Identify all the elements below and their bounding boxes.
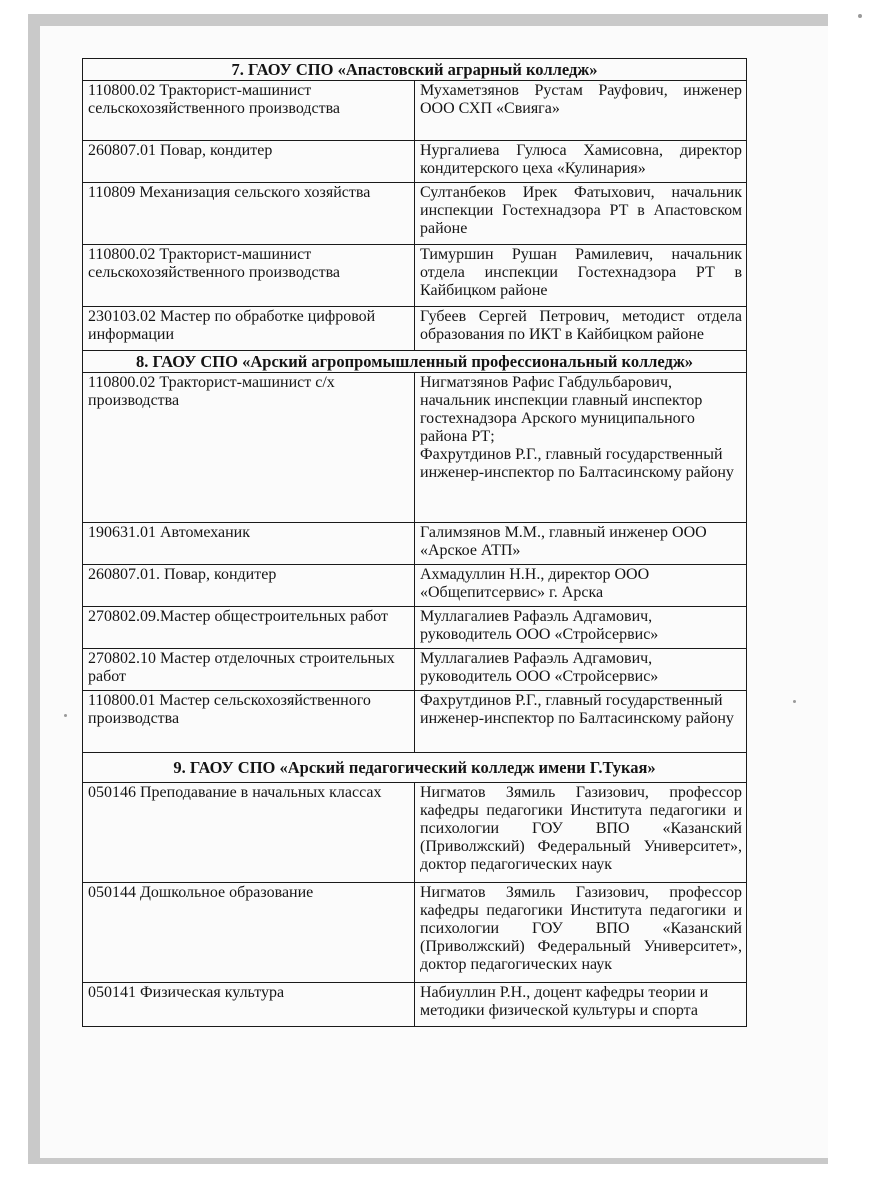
- chairperson-cell: Нигматов Зямиль Газизович, профессор кафедры педагогики Института педагогики и психологии ГОУ ВПО «Казанский (Приволжский) Федеральный Университет», доктор педагогических наук: [415, 883, 747, 983]
- commission-table: [82, 58, 747, 1027]
- chairperson-cell: Галимзянов М.М., главный инженер ООО «Арское АТП»: [415, 523, 747, 565]
- section-header-row: [83, 59, 747, 81]
- specialty-cell: 050144 Дошкольное образование: [83, 883, 415, 983]
- specialty-cell: 190631.01 Автомеханик: [83, 523, 415, 565]
- table-row: [83, 373, 747, 523]
- section-title: 9. ГАОУ СПО «Арский педагогический колледж имени Г.Тукая»: [83, 753, 747, 783]
- table-row: [83, 607, 747, 649]
- section-title: 8. ГАОУ СПО «Арский агропромышленный профессиональный колледж»: [83, 351, 747, 373]
- specialty-cell: 260807.01. Повар, кондитер: [83, 565, 415, 607]
- scan-speck: [64, 714, 67, 717]
- chairperson-cell: Мухаметзянов Рустам Рауфович, инженер ООО СХП «Свияга»: [415, 81, 747, 141]
- specialty-cell: 260807.01 Повар, кондитер: [83, 141, 415, 183]
- table-row: [83, 141, 747, 183]
- table-row: [83, 883, 747, 983]
- chairperson-primary: Нигматзянов Рафис Габдульбарович, начальник инспекции главный инспектор гостехнадзора Арского муниципального района РТ;: [420, 374, 703, 445]
- chairperson-cell: Фахрутдинов Р.Г., главный государственный инженер-инспектор по Балтасинскому району: [415, 691, 747, 753]
- chairperson-cell: Муллагалиев Рафаэль Адгамович, руководитель ООО «Стройсервис»: [415, 607, 747, 649]
- chairperson-cell: Тимуршин Рушан Рамилевич, начальник отдела инспекции Гостехнадзора РТ в Кайбицком районе: [415, 245, 747, 307]
- chairperson-cell: Муллагалиев Рафаэль Адгамович, руководитель ООО «Стройсервис»: [415, 649, 747, 691]
- specialty-cell: 270802.10 Мастер отделочных строительных работ: [83, 649, 415, 691]
- specialty-cell: 230103.02 Мастер по обработке цифровой информации: [83, 307, 415, 351]
- chairperson-cell: Ахмадуллин Н.Н., директор ООО «Общепитсервис» г. Арска: [415, 565, 747, 607]
- chairperson-cell: Султанбеков Ирек Фатыхович, начальник инспекции Гостехнадзора РТ в Апастовском районе: [415, 183, 747, 245]
- specialty-cell: 050141 Физическая культура: [83, 983, 415, 1027]
- section-header-row: [83, 351, 747, 373]
- table-row: [83, 523, 747, 565]
- table-row: [83, 565, 747, 607]
- table-row: [83, 245, 747, 307]
- chairperson-cell: Губеев Сергей Петрович, методист отдела образования по ИКТ в Кайбицком районе: [415, 307, 747, 351]
- section-title: 7. ГАОУ СПО «Апастовский аграрный колледж»: [83, 59, 747, 81]
- specialty-cell: 110809 Механизация сельского хозяйства: [83, 183, 415, 245]
- chairperson-cell: Нургалиева Гулюса Хамисовна, директор кондитерского цеха «Кулинария»: [415, 141, 747, 183]
- table-row: [83, 983, 747, 1027]
- specialty-cell: 110800.02 Тракторист-машинист сельскохозяйственного производства: [83, 245, 415, 307]
- chairperson-cell: Нигматов Зямиль Газизович, профессор кафедры педагогики Института педагогики и психологии ГОУ ВПО «Казанский (Приволжский) Федеральный Университет», доктор педагогических наук: [415, 783, 747, 883]
- specialty-cell: 270802.09.Мастер общестроительных работ: [83, 607, 415, 649]
- specialty-cell: 110800.02 Тракторист-машинист с/х производства: [83, 373, 415, 523]
- section-header-row: [83, 753, 747, 783]
- specialty-cell: 110800.01 Мастер сельскохозяйственного производства: [83, 691, 415, 753]
- specialty-cell: 050146 Преподавание в начальных классах: [83, 783, 415, 883]
- chairperson-secondary: Фахрутдинов Р.Г., главный государственный инженер-инспектор по Балтасинскому району: [420, 446, 734, 481]
- chairperson-cell: Набиуллин Р.Н., доцент кафедры теории и методики физической культуры и спорта: [415, 983, 747, 1027]
- table-row: [83, 649, 747, 691]
- table-row: [83, 691, 747, 753]
- table-row: [83, 81, 747, 141]
- chairperson-cell: [415, 373, 747, 523]
- scan-speck: [793, 700, 796, 703]
- table-row: [83, 783, 747, 883]
- scan-speck: [858, 14, 862, 18]
- table-row: [83, 307, 747, 351]
- specialty-cell: 110800.02 Тракторист-машинист сельскохозяйственного производства: [83, 81, 415, 141]
- table-row: [83, 183, 747, 245]
